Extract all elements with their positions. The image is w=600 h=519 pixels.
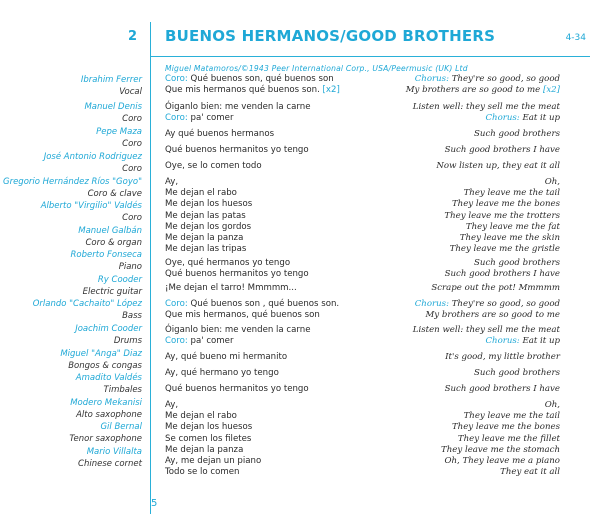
translation-line: Listen well: they sell me the meat <box>412 102 560 112</box>
lyric-line: Óiganlo bien: me venden la carne <box>165 325 311 335</box>
translation-stanza <box>406 74 560 96</box>
lyric-line: ¡Me dejan el tarro! Mmmmm... <box>165 283 297 293</box>
translation-line: Such good brothers <box>474 368 560 378</box>
musician-instrument: Coro <box>122 213 142 223</box>
translation-line: Chorus: They're so good, so good <box>414 74 560 84</box>
lyric-line: Óiganlo bien: me venden la carne <box>165 102 311 112</box>
musician-name: Alberto "Virgilio" Valdés <box>40 201 142 211</box>
lyric-line: Me dejan la panza <box>165 444 244 455</box>
musician-instrument: Piano <box>118 262 142 272</box>
lyric-line: Todo se lo comen <box>165 467 240 478</box>
track-duration: 4-34 <box>565 33 586 43</box>
lyric-line: Que mis hermanos, qué buenos son <box>165 310 320 321</box>
musician-name: Ry Cooder <box>97 275 142 285</box>
musician-entry <box>71 249 142 273</box>
translation-line: They leave me the trotters <box>444 210 560 221</box>
translation-line: They leave me the skin <box>459 233 560 244</box>
translation-line: Oh, They leave me a piano <box>444 456 560 467</box>
musician-name: Pepe Maza <box>96 127 142 137</box>
lyric-stanza <box>165 283 297 294</box>
translation-line: It's good, my little brother <box>445 352 560 362</box>
lyric-stanza <box>165 325 311 347</box>
musician-name: Manuel Denis <box>84 102 142 112</box>
lyric-line: Ay, qué hermano yo tengo <box>165 368 279 378</box>
translation-line: They leave me the fillet <box>457 433 560 444</box>
lyric-stanza <box>165 352 287 363</box>
musician-name: Roberto Fonseca <box>70 250 142 260</box>
musician-name: Miguel "Anga" Diaz <box>60 349 142 359</box>
musician-entry <box>83 274 142 298</box>
musician-entry <box>78 446 142 470</box>
musician-name: Joachim Cooder <box>75 324 142 334</box>
translation-stanza <box>413 102 560 124</box>
lyric-stanza <box>165 102 311 124</box>
translation-line: Such good brothers I have <box>444 384 560 394</box>
lyric-line: Me dejan las patas <box>165 210 246 221</box>
lyric-stanza <box>165 299 339 321</box>
lyric-line: Ay qué buenos hermanos <box>165 129 275 139</box>
lyric-line: Me dejan el rabo <box>165 188 237 199</box>
musician-name: Ibrahim Ferrer <box>80 75 142 85</box>
lyric-stanza <box>165 145 309 156</box>
musician-entry <box>33 298 142 322</box>
musician-entry <box>81 74 142 98</box>
coro-label: Coro: <box>165 336 188 347</box>
lyric-line: Qué buenos hermanitos yo tengo <box>165 269 309 280</box>
musician-name: José Antonio Rodriguez <box>43 152 142 162</box>
lyric-line: Qué buenos hermanitos yo tengo <box>165 145 309 155</box>
musician-instrument: Chinese cornet <box>78 459 142 469</box>
musician-instrument: Bass <box>122 311 142 321</box>
lyric-line: Me dejan los huesos <box>165 422 253 433</box>
songwriter-credit: Miguel Matamoros/©1943 Peer International Corp., USA/Peermusic (UK) Ltd <box>165 64 468 73</box>
translation-line: Chorus: Eat it up <box>485 336 560 347</box>
translation-stanza <box>415 299 560 321</box>
musician-entry <box>84 101 142 125</box>
translation-line: They leave me the fat <box>465 221 560 232</box>
lyric-line: Coro: pa' comer <box>165 336 234 347</box>
lyric-stanza <box>165 74 340 96</box>
lyric-stanza <box>165 368 279 379</box>
musician-name: Amadito Valdés <box>75 373 142 383</box>
chorus-label: Chorus: <box>414 74 449 84</box>
repeat-marker: [x2] <box>322 85 340 96</box>
translation-line: They leave me the tail <box>463 188 560 199</box>
translation-line: My brothers are so good to me <box>425 310 560 321</box>
musician-name: Modero Mekanisi <box>70 398 142 408</box>
lyric-line: Ay, me dejan un piano <box>165 456 262 467</box>
musician-entry <box>96 126 142 150</box>
lyric-line: Qué buenos hermanitos yo tengo <box>165 384 309 394</box>
musician-entry <box>44 151 142 175</box>
translation-line: Listen well: they sell me the meat <box>412 325 560 335</box>
repeat-marker: [x2] <box>542 85 560 96</box>
musician-instrument: Electric guitar <box>82 287 142 297</box>
page-number: 5 <box>151 498 158 509</box>
lyric-stanza <box>165 258 309 280</box>
lyric-stanza <box>165 177 252 255</box>
musician-instrument: Coro & organ <box>85 238 142 248</box>
lyric-stanza <box>165 161 262 172</box>
musician-instrument: Coro & clave <box>87 189 142 199</box>
musician-name: Manuel Galbán <box>78 226 142 236</box>
translation-line: Oh, <box>544 177 560 187</box>
translation-stanza <box>474 368 560 379</box>
lyric-line: Se comen los filetes <box>165 433 252 444</box>
chorus-label: Chorus: <box>485 113 520 124</box>
musician-entry <box>41 200 142 224</box>
coro-label: Coro: <box>165 299 188 309</box>
lyric-line: Que mis hermanos qué buenos son. [x2] <box>165 85 340 96</box>
lyric-line: Me dejan los gordos <box>165 221 252 232</box>
translation-line: Oh, <box>544 400 560 410</box>
musician-entry <box>60 348 142 372</box>
musician-entry <box>3 176 142 200</box>
musician-instrument: Coro <box>122 139 142 149</box>
translation-line: Such good brothers <box>474 129 560 139</box>
translation-line: They eat it all <box>500 467 560 478</box>
translation-line: They leave me the bones <box>451 422 560 433</box>
translation-stanza <box>431 283 560 294</box>
lyric-stanza <box>165 400 261 478</box>
lyric-line: Me dejan las tripas <box>165 244 247 255</box>
translation-stanza <box>445 258 560 280</box>
translation-stanza <box>436 161 560 172</box>
musician-name: Gil Bernal <box>100 422 142 432</box>
lyric-line: Ay, qué bueno mi hermanito <box>165 352 288 362</box>
musician-instrument: Timbales <box>103 385 142 395</box>
song-title: BUENOS HERMANOS/GOOD BROTHERS <box>165 27 496 45</box>
lyric-line: Me dejan la panza <box>165 233 244 244</box>
chorus-label: Chorus: <box>414 299 449 309</box>
musician-entry <box>75 323 142 347</box>
translation-line: Such good brothers I have <box>444 269 560 280</box>
musician-instrument: Bongos & congas <box>68 361 142 371</box>
translation-stanza <box>413 325 560 347</box>
musician-instrument: Alto saxophone <box>76 410 142 420</box>
translation-stanza <box>474 129 560 140</box>
lyric-line: Me dejan el rabo <box>165 411 237 422</box>
translation-stanza <box>445 384 560 395</box>
lyric-line: Coro: pa' comer <box>165 113 234 124</box>
lyric-line: Oye, qué hermanos yo tengo <box>165 258 291 268</box>
translation-line: They leave me the gristle <box>449 244 560 255</box>
translation-line: Now listen up, they eat it all <box>436 161 560 171</box>
musician-instrument: Tenor saxophone <box>69 434 142 444</box>
header-rule <box>150 56 590 57</box>
translation-stanza <box>445 145 560 156</box>
musician-instrument: Drums <box>113 336 142 346</box>
vertical-rule <box>150 22 151 514</box>
translation-stanza <box>444 177 560 255</box>
translation-line: Chorus: Eat it up <box>485 113 560 124</box>
translation-line: Chorus: They're so good, so good <box>414 299 560 309</box>
musician-name: Gregorio Hernández Ríos "Goyo" <box>3 177 142 187</box>
translation-line: Such good brothers I have <box>444 145 560 155</box>
lyric-line: Ay, <box>165 177 179 187</box>
lyric-line: Coro: Qué buenos son, qué buenos son <box>165 74 334 84</box>
lyric-line: Ay, <box>165 400 179 410</box>
lyric-stanza <box>165 129 274 140</box>
translation-line: They leave me the stomach <box>441 444 560 455</box>
translation-line: My brothers are so good to me [x2] <box>405 85 560 96</box>
translation-stanza <box>445 352 560 363</box>
musician-instrument: Coro <box>122 114 142 124</box>
musician-name: Orlando "Cachaito" López <box>32 299 142 309</box>
translation-line: They leave me the bones <box>451 199 560 210</box>
musician-entry <box>78 225 142 249</box>
lyric-line: Coro: Qué buenos son , qué buenos son. <box>165 299 340 309</box>
lyric-line: Oye, se lo comen todo <box>165 161 262 171</box>
musician-instrument: Vocal <box>119 87 142 97</box>
coro-label: Coro: <box>165 113 188 124</box>
translation-stanza <box>441 400 560 478</box>
translation-line: Such good brothers <box>474 258 560 268</box>
track-number: 2 <box>128 29 138 44</box>
translation-line: Scrape out the pot! Mmmmm <box>431 283 560 293</box>
chorus-label: Chorus: <box>485 336 520 347</box>
musician-entry <box>69 421 142 445</box>
coro-label: Coro: <box>165 74 188 84</box>
musician-entry <box>70 397 142 421</box>
lyric-line: Me dejan los huesos <box>165 199 253 210</box>
musician-name: Mario Villalta <box>86 447 142 457</box>
translation-line: They leave me the tail <box>463 411 560 422</box>
musician-entry <box>76 372 142 396</box>
lyric-stanza <box>165 384 309 395</box>
musician-instrument: Coro <box>122 164 142 174</box>
